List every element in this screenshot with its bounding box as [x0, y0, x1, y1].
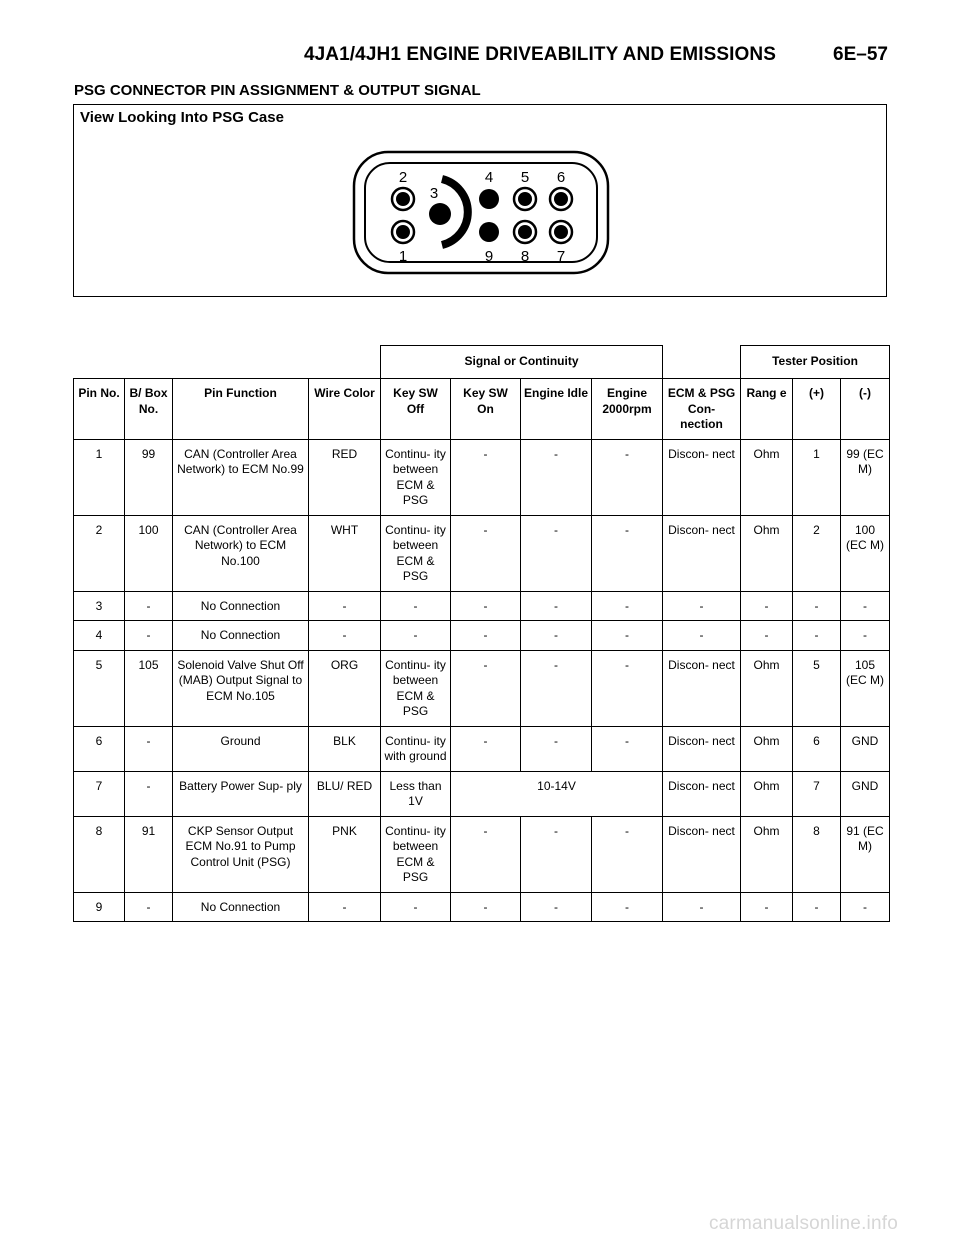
- cell-conn: -: [663, 621, 741, 651]
- cell-minus: 105 (EC M): [841, 650, 890, 726]
- cell-plus: -: [793, 591, 841, 621]
- pin-assignment-table: [73, 345, 890, 922]
- cell-function: CAN (Controller Area Network) to ECM No.100: [173, 515, 309, 591]
- cell-minus: -: [841, 591, 890, 621]
- watermark-footer: carmanualsonline.info: [708, 1213, 898, 1234]
- cell-range: Ohm: [741, 816, 793, 892]
- connector-figure: [73, 104, 887, 297]
- table-row: [74, 515, 890, 591]
- cell-box: 100: [125, 515, 173, 591]
- cell-off: Continu- ity between ECM & PSG: [381, 816, 451, 892]
- cell-idle: -: [521, 439, 592, 515]
- pin-1-contact: [392, 221, 414, 243]
- cell-plus: 1: [793, 439, 841, 515]
- cell-conn: Discon- nect: [663, 726, 741, 771]
- cell-minus: GND: [841, 771, 890, 816]
- header-title: 4JA1/4JH1 ENGINE DRIVEABILITY AND EMISSIONS: [303, 44, 776, 65]
- cell-rpm: -: [592, 439, 663, 515]
- table-group-header-row: [74, 346, 890, 379]
- cell-rpm: -: [592, 515, 663, 591]
- cell-range: Ohm: [741, 650, 793, 726]
- cell-plus: -: [793, 621, 841, 651]
- cell-wire: BLU/ RED: [309, 771, 381, 816]
- cell-range: Ohm: [741, 515, 793, 591]
- cell-wire: -: [309, 591, 381, 621]
- cell-idle: -: [521, 816, 592, 892]
- cell-idle: -: [521, 892, 592, 922]
- cell-rpm: -: [592, 650, 663, 726]
- cell-box: -: [125, 621, 173, 651]
- cell-plus: -: [793, 892, 841, 922]
- cell-on: -: [451, 726, 521, 771]
- cell-plus: 5: [793, 650, 841, 726]
- cell-box: 105: [125, 650, 173, 726]
- pin-label-4: 4: [484, 169, 494, 186]
- col-header-rpm: Engine 2000rpm: [592, 379, 663, 440]
- cell-off: -: [381, 892, 451, 922]
- col-header-minus: (-): [841, 379, 890, 440]
- cell-pin: 8: [74, 816, 125, 892]
- cell-idle: -: [521, 515, 592, 591]
- table-row: [74, 439, 890, 515]
- cell-off: -: [381, 591, 451, 621]
- cell-wire: PNK: [309, 816, 381, 892]
- cell-function: CAN (Controller Area Network) to ECM No.99: [173, 439, 309, 515]
- cell-pin: 3: [74, 591, 125, 621]
- cell-pin: 2: [74, 515, 125, 591]
- table-row: [74, 591, 890, 621]
- cell-conn: Discon- nect: [663, 650, 741, 726]
- table-row: [74, 621, 890, 651]
- cell-on: -: [451, 515, 521, 591]
- table-row: [74, 771, 890, 816]
- cell-pin: 9: [74, 892, 125, 922]
- col-header-wire: Wire Color: [309, 379, 381, 440]
- cell-wire: -: [309, 892, 381, 922]
- group-header-blank: [74, 346, 381, 379]
- cell-minus: 91 (EC M): [841, 816, 890, 892]
- cell-idle: -: [521, 650, 592, 726]
- cell-pin: 5: [74, 650, 125, 726]
- col-header-box: B/ Box No.: [125, 379, 173, 440]
- col-header-range: Rang e: [741, 379, 793, 440]
- pin-9-contact: [479, 222, 499, 242]
- cell-function: No Connection: [173, 892, 309, 922]
- cell-function: Ground: [173, 726, 309, 771]
- cell-box: 91: [125, 816, 173, 892]
- col-header-key-off: Key SW Off: [381, 379, 451, 440]
- cell-conn: -: [663, 892, 741, 922]
- table-row: [74, 650, 890, 726]
- cell-off: Continu- ity between ECM & PSG: [381, 650, 451, 726]
- page-number: 6E–57: [833, 44, 888, 65]
- cell-plus: 7: [793, 771, 841, 816]
- cell-rpm: -: [592, 621, 663, 651]
- cell-plus: 2: [793, 515, 841, 591]
- cell-box: 99: [125, 439, 173, 515]
- table-row: [74, 726, 890, 771]
- figure-caption: View Looking Into PSG Case: [80, 109, 284, 126]
- cell-wire: BLK: [309, 726, 381, 771]
- pin-4-contact: [479, 189, 499, 209]
- cell-plus: 8: [793, 816, 841, 892]
- table-row: [74, 816, 890, 892]
- cell-function: CKP Sensor Output ECM No.91 to Pump Control Unit (PSG): [173, 816, 309, 892]
- cell-off: Continu- ity between ECM & PSG: [381, 439, 451, 515]
- col-header-connection: ECM & PSG Con- nection: [663, 379, 741, 440]
- cell-range: Ohm: [741, 439, 793, 515]
- cell-wire: -: [309, 621, 381, 651]
- cell-idle: -: [521, 621, 592, 651]
- col-header-plus: (+): [793, 379, 841, 440]
- cell-minus: 99 (EC M): [841, 439, 890, 515]
- cell-rpm: -: [592, 591, 663, 621]
- cell-voltage-span: 10-14V: [451, 771, 663, 816]
- pin-6-contact: [550, 188, 572, 210]
- cell-on: -: [451, 816, 521, 892]
- col-header-key-on: Key SW On: [451, 379, 521, 440]
- cell-function: Battery Power Sup- ply: [173, 771, 309, 816]
- cell-off: -: [381, 621, 451, 651]
- pin-label-8: 8: [520, 248, 530, 265]
- cell-wire: ORG: [309, 650, 381, 726]
- page-header: [0, 44, 888, 70]
- cell-range: Ohm: [741, 726, 793, 771]
- cell-wire: RED: [309, 439, 381, 515]
- cell-pin: 4: [74, 621, 125, 651]
- group-header-blank-2: [663, 346, 741, 379]
- cell-on: -: [451, 439, 521, 515]
- section-title: PSG CONNECTOR PIN ASSIGNMENT & OUTPUT SIGNAL: [74, 82, 481, 99]
- pin-7-contact: [550, 221, 572, 243]
- cell-box: -: [125, 771, 173, 816]
- pin-5-contact: [514, 188, 536, 210]
- connector-outer-shell: [354, 152, 608, 273]
- cell-range: -: [741, 621, 793, 651]
- cell-off: Continu- ity between ECM & PSG: [381, 515, 451, 591]
- cell-off: Continu- ity with ground: [381, 726, 451, 771]
- pin-label-5: 5: [520, 169, 530, 186]
- table-row: [74, 892, 890, 922]
- pin-label-3: 3: [429, 185, 439, 202]
- cell-minus: 100 (EC M): [841, 515, 890, 591]
- group-header-tester: Tester Position: [741, 346, 890, 379]
- cell-function: Solenoid Valve Shut Off (MAB) Output Signal to ECM No.105: [173, 650, 309, 726]
- cell-function: No Connection: [173, 591, 309, 621]
- cell-conn: Discon- nect: [663, 816, 741, 892]
- cell-function: No Connection: [173, 621, 309, 651]
- pin-3-contact: [429, 203, 451, 225]
- cell-pin: 1: [74, 439, 125, 515]
- cell-rpm: -: [592, 726, 663, 771]
- cell-on: -: [451, 621, 521, 651]
- cell-idle: -: [521, 591, 592, 621]
- cell-box: -: [125, 591, 173, 621]
- pin-label-2: 2: [398, 169, 408, 186]
- cell-plus: 6: [793, 726, 841, 771]
- pin-8-contact: [514, 221, 536, 243]
- cell-rpm: -: [592, 892, 663, 922]
- cell-idle: -: [521, 726, 592, 771]
- cell-range: Ohm: [741, 771, 793, 816]
- cell-off: Less than 1V: [381, 771, 451, 816]
- col-header-pin: Pin No.: [74, 379, 125, 440]
- cell-minus: -: [841, 621, 890, 651]
- table-header-row: [74, 379, 890, 440]
- pin-label-6: 6: [556, 169, 566, 186]
- pin-2-contact: [392, 188, 414, 210]
- cell-conn: -: [663, 591, 741, 621]
- cell-pin: 7: [74, 771, 125, 816]
- pin-label-1: 1: [398, 248, 408, 265]
- cell-conn: Discon- nect: [663, 439, 741, 515]
- pin-label-7: 7: [556, 248, 566, 265]
- cell-minus: -: [841, 892, 890, 922]
- cell-wire: WHT: [309, 515, 381, 591]
- cell-pin: 6: [74, 726, 125, 771]
- col-header-idle: Engine Idle: [521, 379, 592, 440]
- cell-minus: GND: [841, 726, 890, 771]
- pin-label-9: 9: [484, 248, 494, 265]
- cell-conn: Discon- nect: [663, 771, 741, 816]
- cell-range: -: [741, 892, 793, 922]
- cell-range: -: [741, 591, 793, 621]
- group-header-signal: Signal or Continuity: [381, 346, 663, 379]
- cell-box: -: [125, 892, 173, 922]
- psg-connector-diagram: [352, 149, 612, 277]
- cell-conn: Discon- nect: [663, 515, 741, 591]
- cell-box: -: [125, 726, 173, 771]
- col-header-function: Pin Function: [173, 379, 309, 440]
- cell-rpm: -: [592, 816, 663, 892]
- cell-on: -: [451, 650, 521, 726]
- cell-on: -: [451, 591, 521, 621]
- cell-on: -: [451, 892, 521, 922]
